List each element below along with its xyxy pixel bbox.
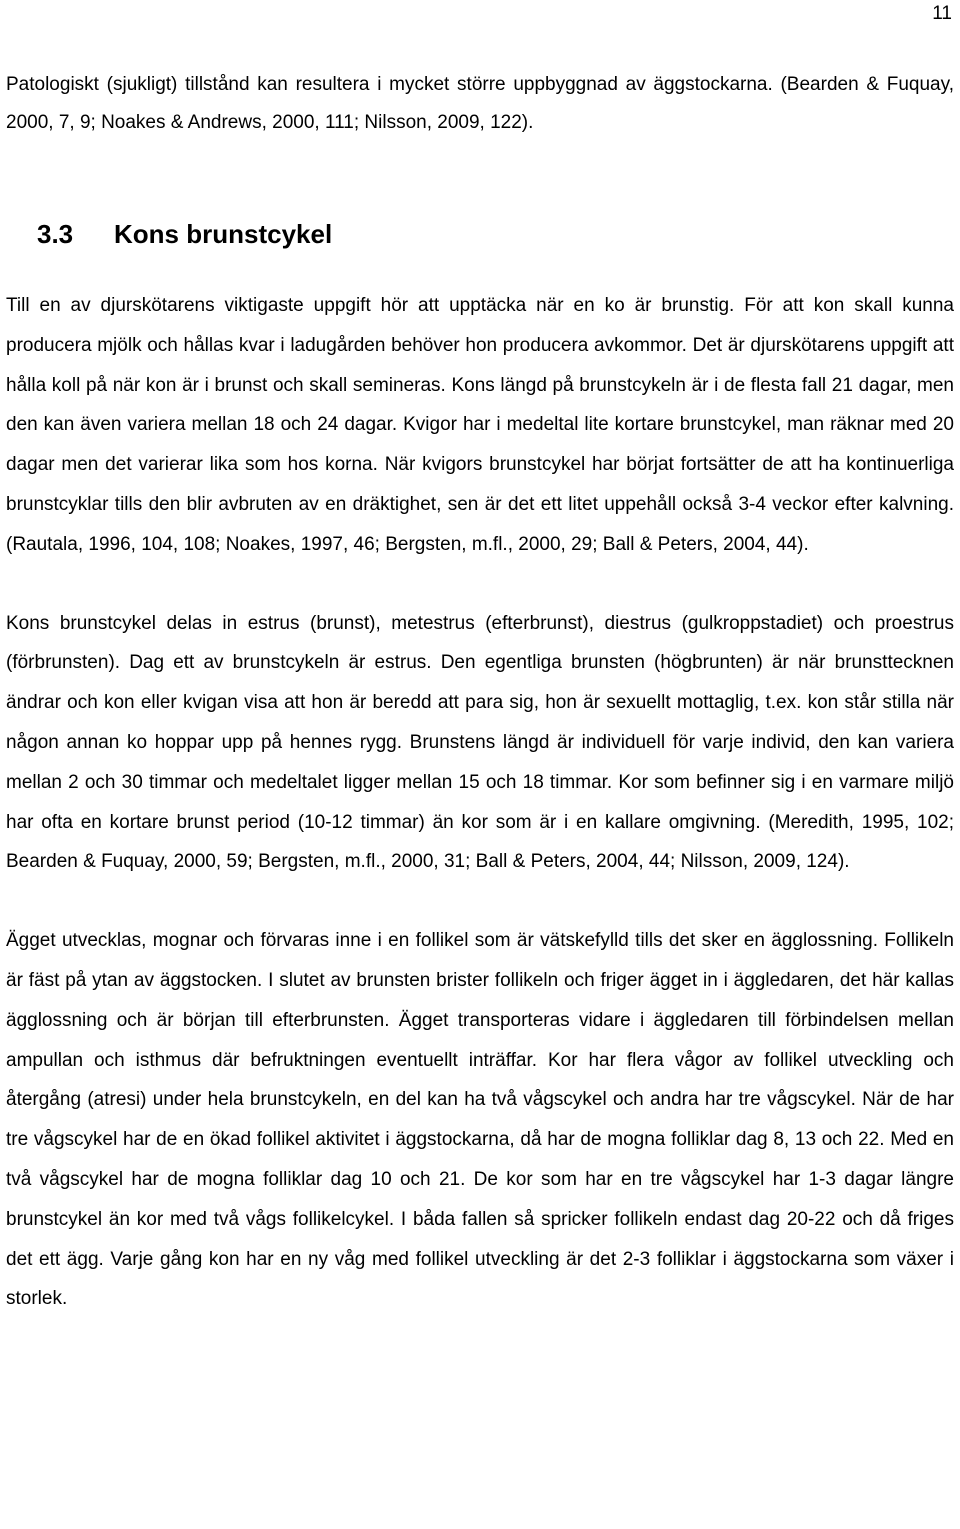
section-number: 3.3 (37, 219, 74, 249)
body-paragraph: Till en av djurskötarens viktigaste uppgift hör att upptäcka när en ko är brunstig. För att kon skall kunna producera mjölk och hållas kvar i ladugården behöver hon producera avkommor. Det är djurskötarens uppgift att hålla koll på när kon är i brunst och skall semineras. Kons längd på brunstcykeln är i de flesta fall 21 dagar, men den kan även variera mellan 18 och 24 dagar. Kvigor har i medeltal lite kortare brunstcykel, man räknar med 20 dagar men det varierar lika som hos korna. När kvigors brunstcykel har börjat fortsätter de att ha kontinuerliga brunstcyklar tills den blir avbruten av en dräktighet, sen är det ett litet uppehåll också 3-4 veckor efter kalvning. (Rautala, 1996, 104, 108; Noakes, 1997, 46; Bergsten, m.fl., 2000, 29; Ball & Peters, 2004, 44). (6, 295, 954, 555)
body-paragraph: Kons brunstcykel delas in estrus (brunst), metestrus (efterbrunst), diestrus (gulkroppstadiet) och proestrus (förbrunsten). Dag ett av brunstcykeln är estrus. Den egentliga brunsten (högbrunten) är när brunsttecknen ändrar och kon eller kvigan visa att hon är beredd att para sig, hon är sexuellt mottaglig, t.ex. kon står stilla när någon annan ko hoppar upp på hennes rygg. Brunstens längd är individuell för varje individ, den kan variera mellan 2 och 30 timmar och medeltalet ligger mellan 15 och 18 timmar. Kor som befinner sig i en varmare miljö har ofta en kortare brunst period (10-12 timmar) än kor som är i en kallare omgivning. (Meredith, 1995, 102; Bearden & Fuquay, 2000, 59; Bergsten, m.fl., 2000, 31; Ball & Peters, 2004, 44; Nilsson, 2009, 124). (6, 612, 954, 873)
intro-paragraph: Patologiskt (sjukligt) tillstånd kan resultera i mycket större uppbyggnad av äggstockarna. (Bearden & Fuquay, 2000, 7, 9; Noakes & Andrews, 2000, 111; Nilsson, 2009, 122). (6, 74, 954, 133)
spacer (6, 250, 954, 286)
page-number: 11 (932, 3, 952, 24)
section-heading (6, 218, 954, 250)
spacer (6, 142, 954, 218)
section-title: Kons brunstcykel (114, 219, 333, 249)
body-paragraph: Ägget utvecklas, mognar och förvaras inne i en follikel som är vätskefylld tills det sker en ägglossning. Follikeln är fäst på ytan av äggstocken. I slutet av brunsten brister follikeln och friger ägget in i äggledaren, det här kallas ägglossning och är början till efterbrunsten. Ägget transporteras vidare i äggledaren till förbindelsen mellan ampullan och isthmus där befruktningen eventuellt inträffar. Kor har flera vågor av follikel utveckling och återgång (atresi) under hela brunstcykeln, en del kan ha två vågscykel och andra har tre vågscykel. När de har tre vågscykel har de en ökad follikel aktivitet i äggstockarna, då har de mogna folliklar dag 8, 13 och 22. Med en två vågscykel har de mogna folliklar dag 10 och 21. De kor som har en tre vågscykel har 1-3 dagar längre brunstcykel än kor med två vågs follikelcykel. I båda fallen så spricker follikeln endast dag 20-22 och då friges det ett ägg. Varje gång kon har en ny våg med follikel utveckling är det 2-3 folliklar i äggstockarna som växer i storlek. (6, 930, 954, 1310)
document-body (6, 66, 954, 1319)
spacer (6, 882, 954, 921)
spacer (6, 565, 954, 604)
